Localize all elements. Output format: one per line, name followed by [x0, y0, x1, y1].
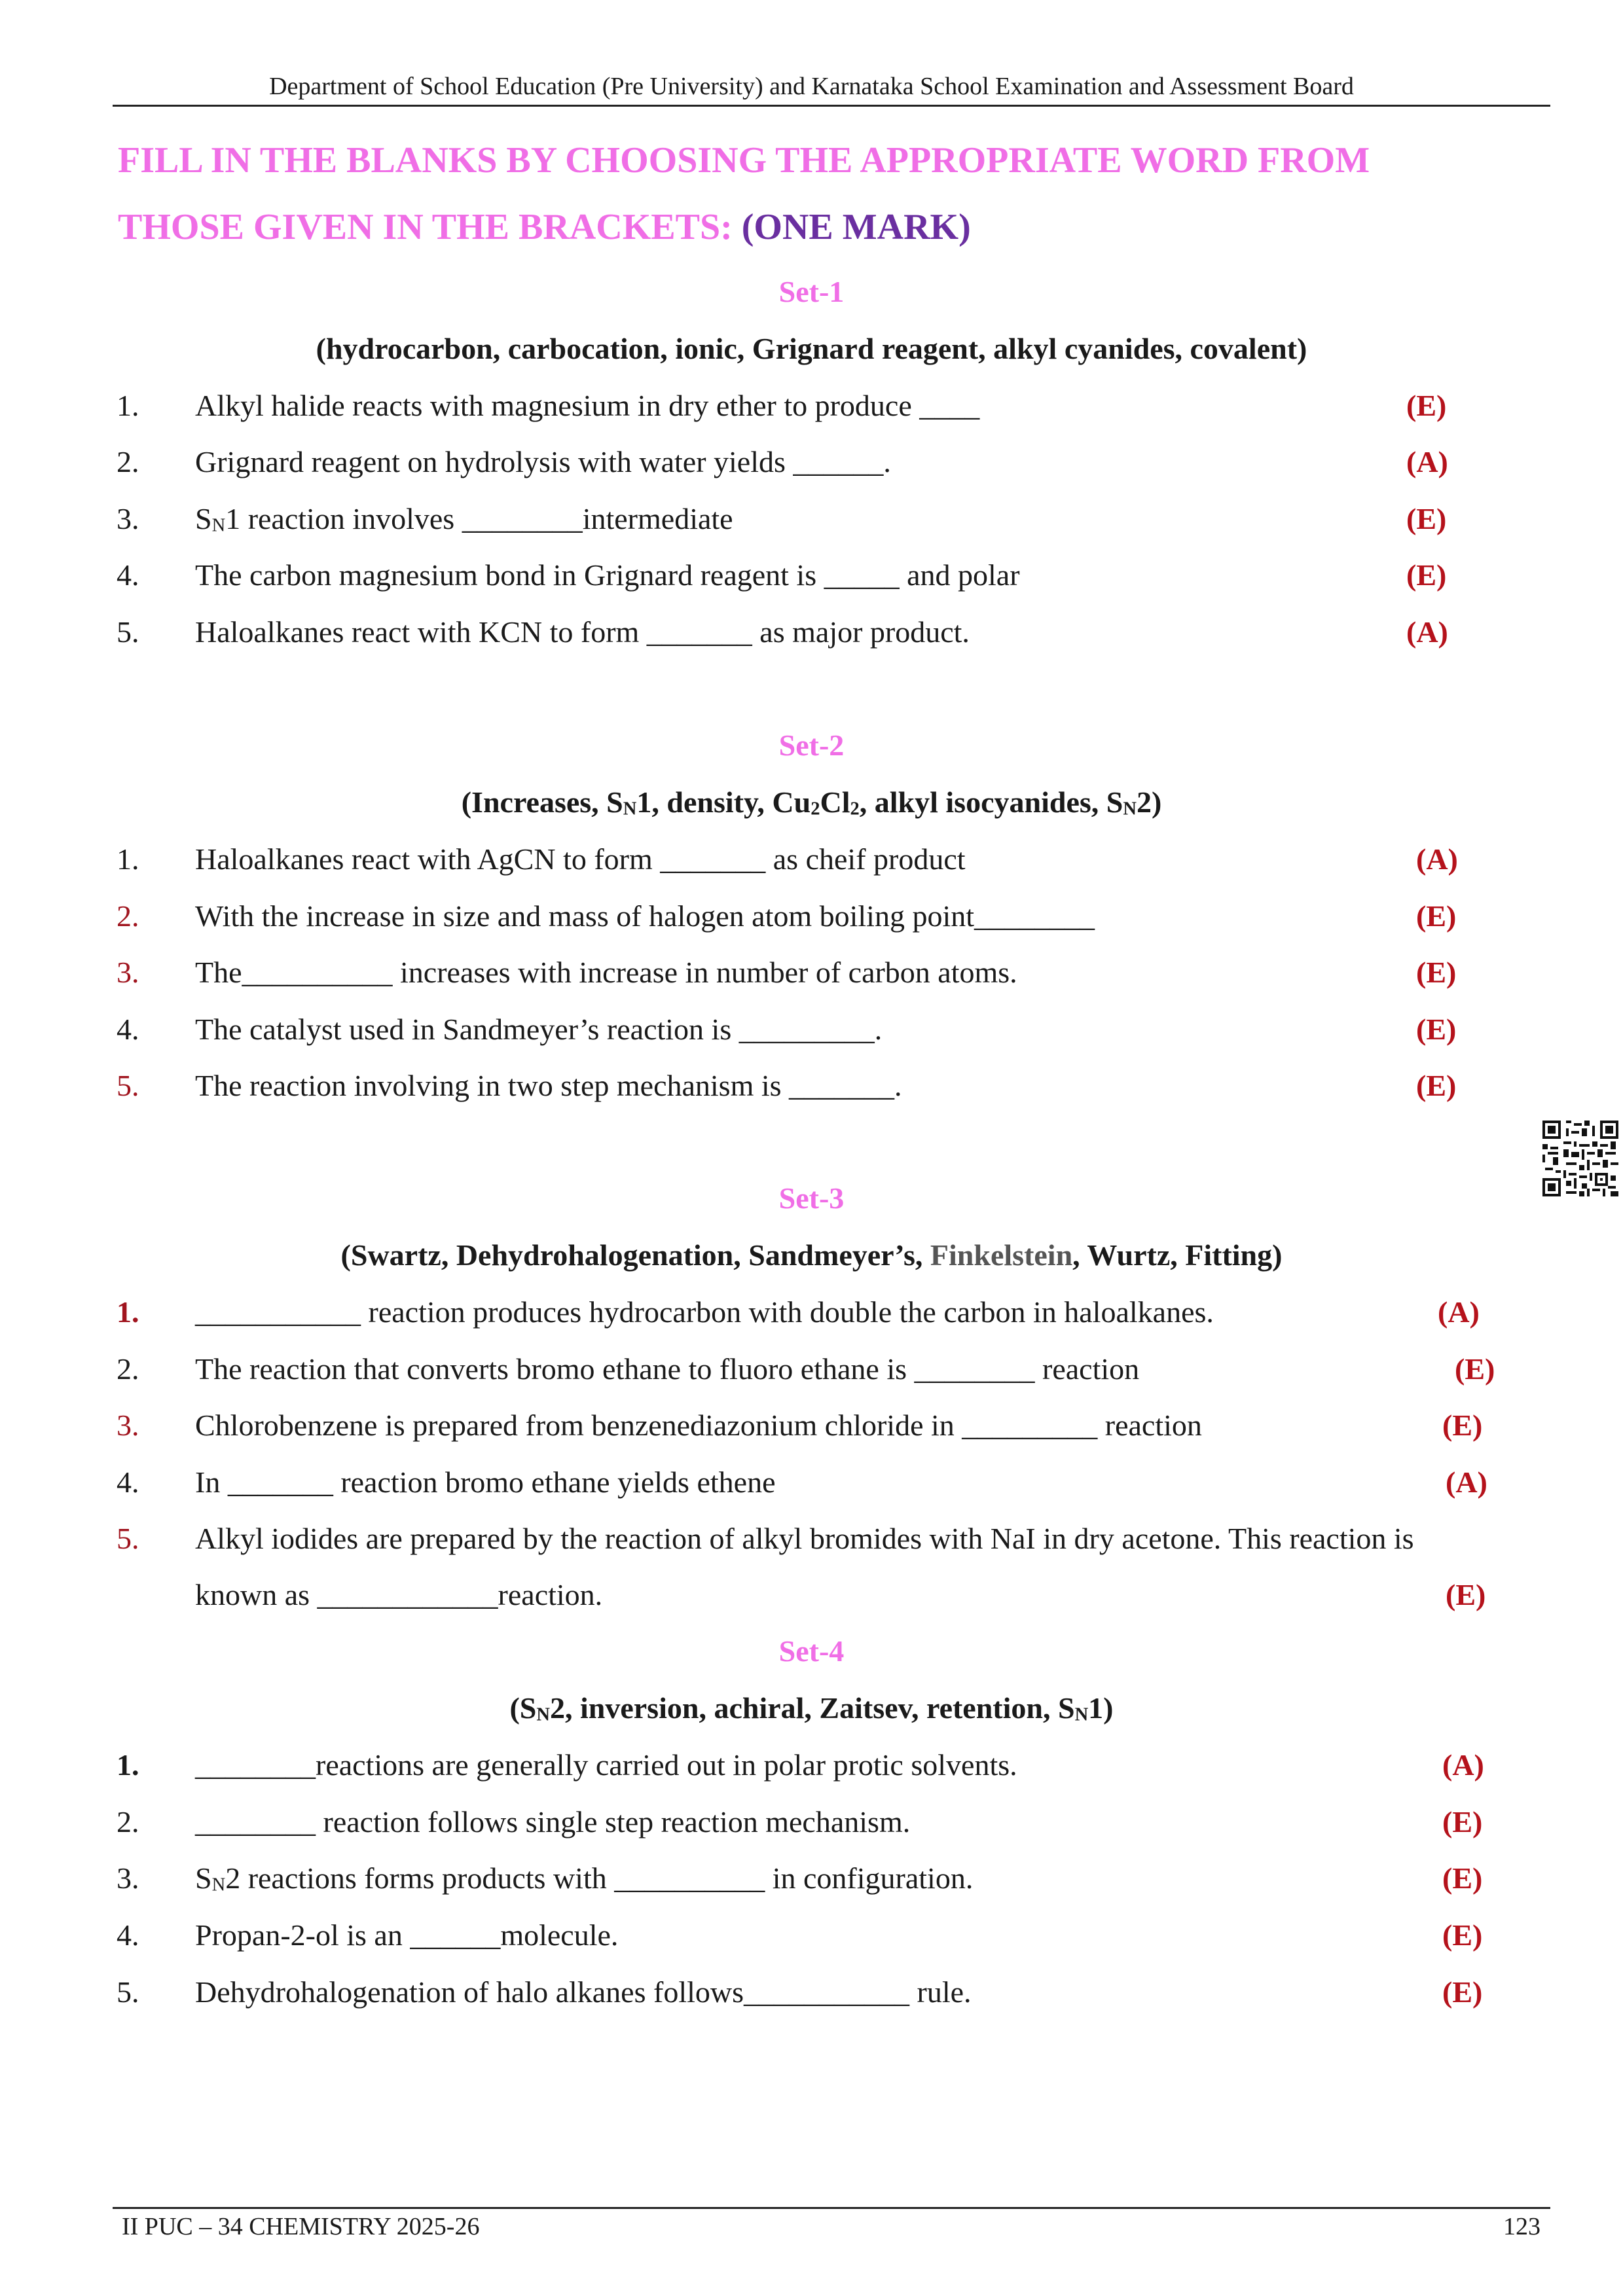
set-4-q2-text: ________ reaction follows single step reaction mechanism. [195, 1805, 911, 1839]
set-2-word-bank: (Increases, $S_N1$, density, $Cu_2Cl_2$, alkyl isocyanides, $S_N2$) [461, 785, 1162, 819]
set-2-q5-text: The reaction involving in two step mechanism is _______. [195, 1069, 902, 1102]
set-2-q2-level: (E) [1416, 899, 1457, 933]
set-1-q2-text: Grignard reagent on hydrolysis with water yields ______. [195, 445, 891, 478]
set-1-word-bank: (hydrocarbon, carbocation, ionic, Grignard reagent, alkyl cyanides, covalent) [316, 332, 1307, 365]
set-4-q3-number: 3. [117, 1861, 139, 1895]
set-3-q3-text: Chlorobenzene is prepared from benzenediazonium chloride in _________ reaction [195, 1408, 1202, 1442]
set-4-q5-number: 5. [117, 1975, 139, 2009]
set-3-q3-level: (E) [1442, 1408, 1483, 1442]
set-4-q3-level: (E) [1442, 1861, 1483, 1895]
set-4-q1-number: 1. [117, 1748, 139, 1782]
set-1-q5-level: (A) [1406, 615, 1448, 649]
section-title-line-1: FILL IN THE BLANKS BY CHOOSING THE APPROPRIATE WORD FROM [118, 140, 1370, 181]
set-2-q4-number: 4. [117, 1013, 139, 1046]
set-4-q4-level: (E) [1442, 1918, 1483, 1952]
set-1-heading: Set-1 [778, 275, 845, 308]
section-title-line-2 [118, 204, 971, 250]
set-4-q4-number: 4. [117, 1918, 139, 1952]
set-3-q5-text: Alkyl iodides are prepared by the reaction of alkyl bromides with NaI in dry acetone. This reaction is [195, 1522, 1414, 1555]
set-4-q5-text: Dehydrohalogenation of halo alkanes follows___________ rule. [195, 1975, 972, 2009]
set-1-q5-number: 5. [117, 615, 139, 649]
set-1-q4-text: The carbon magnesium bond in Grignard reagent is _____ and polar [195, 558, 1020, 592]
set-1-q5-text: Haloalkanes react with KCN to form _______ as major product. [195, 615, 970, 649]
header-rule [113, 105, 1550, 107]
set-2-q2-text: With the increase in size and mass of halogen atom boiling point________ [195, 899, 1095, 933]
set-1-q4-number: 4. [117, 558, 139, 592]
page-header: Department of School Education (Pre University) and Karnataka School Examination and Assessment Board [269, 73, 1354, 100]
set-3-q4-level: (A) [1446, 1465, 1487, 1499]
set-2-q5-level: (E) [1416, 1069, 1457, 1102]
set-2-q5-number: 5. [117, 1069, 139, 1102]
set-4-q2-level: (E) [1442, 1805, 1483, 1839]
set-3-heading: Set-3 [778, 1181, 845, 1215]
footer-rule [113, 2207, 1550, 2209]
set-1-q3-text: $S_N1$ reaction involves ________intermediate [195, 502, 733, 536]
set-2-q2-number: 2. [117, 899, 139, 933]
set-1-q1-level: (E) [1406, 389, 1447, 422]
set-1-q4-level: (E) [1406, 558, 1447, 592]
set-3-word-bank: (Swartz, Dehydrohalogenation, Sandmeyer’s, Finkelstein, Wurtz, Fitting) [340, 1238, 1283, 1272]
set-1-q2-level: (A) [1406, 445, 1448, 478]
page-number: 123 [1503, 2213, 1541, 2240]
set-1-q3-number: 3. [117, 502, 139, 535]
set-2-heading: Set-2 [778, 728, 845, 762]
set-3-q1-number: 1. [117, 1295, 139, 1329]
set-3-q1-level: (A) [1438, 1295, 1480, 1329]
set-4-q1-text: ________reactions are generally carried out in polar protic solvents. [195, 1748, 1017, 1782]
set-3-q1-text: ___________ reaction produces hydrocarbon with double the carbon in haloalkanes. [195, 1295, 1214, 1329]
set-3-q2-number: 2. [117, 1352, 139, 1386]
set-1-q1-number: 1. [117, 389, 139, 422]
set-2-q4-text: The catalyst used in Sandmeyer’s reaction is _________. [195, 1013, 883, 1046]
set-2-q1-level: (A) [1416, 842, 1458, 876]
set-1-q2-number: 2. [117, 445, 139, 478]
set-4-q4-text: Propan-2-ol is an ______molecule. [195, 1918, 619, 1952]
set-3-q4-text: In _______ reaction bromo ethane yields ethene [195, 1465, 776, 1499]
one-mark-label: (ONE MARK) [741, 207, 971, 247]
set-3-q5-number: 5. [117, 1522, 139, 1555]
set-3-q5-level: (E) [1446, 1578, 1486, 1611]
set-4-q3-text: $S_N2$ reactions forms products with __________ in configuration. [195, 1861, 974, 1895]
footer-course-label: II PUC – 34 CHEMISTRY 2025-26 [122, 2213, 480, 2240]
set-2-q3-text: The__________ increases with increase in number of carbon atoms. [195, 956, 1017, 989]
set-1-q1-text: Alkyl halide reacts with magnesium in dry ether to produce ____ [195, 389, 980, 422]
set-2-q1-number: 1. [117, 842, 139, 876]
title-text: THOSE GIVEN IN THE BRACKETS: [118, 207, 742, 247]
set-4-q1-level: (A) [1442, 1748, 1484, 1782]
set-4-q2-number: 2. [117, 1805, 139, 1839]
set-4-word-bank: ($S_N2$, inversion, achiral, Zaitsev, retention, $S_N1$) [509, 1691, 1114, 1725]
set-4-q5-level: (E) [1442, 1975, 1483, 2009]
set-1-q3-level: (E) [1406, 502, 1447, 535]
set-3-q5-text-continued: known as ____________reaction. [195, 1578, 603, 1611]
set-2-q3-number: 3. [117, 956, 139, 989]
set-2-q3-level: (E) [1416, 956, 1457, 989]
set-3-q4-number: 4. [117, 1465, 139, 1499]
set-3-q3-number: 3. [117, 1408, 139, 1442]
set-4-heading: Set-4 [778, 1634, 845, 1668]
set-2-q1-text: Haloalkanes react with AgCN to form _______ as cheif product [195, 842, 966, 876]
set-3-q2-text: The reaction that converts bromo ethane to fluoro ethane is ________ reaction [195, 1352, 1140, 1386]
set-3-q2-level: (E) [1455, 1352, 1495, 1386]
set-2-q4-level: (E) [1416, 1013, 1457, 1046]
